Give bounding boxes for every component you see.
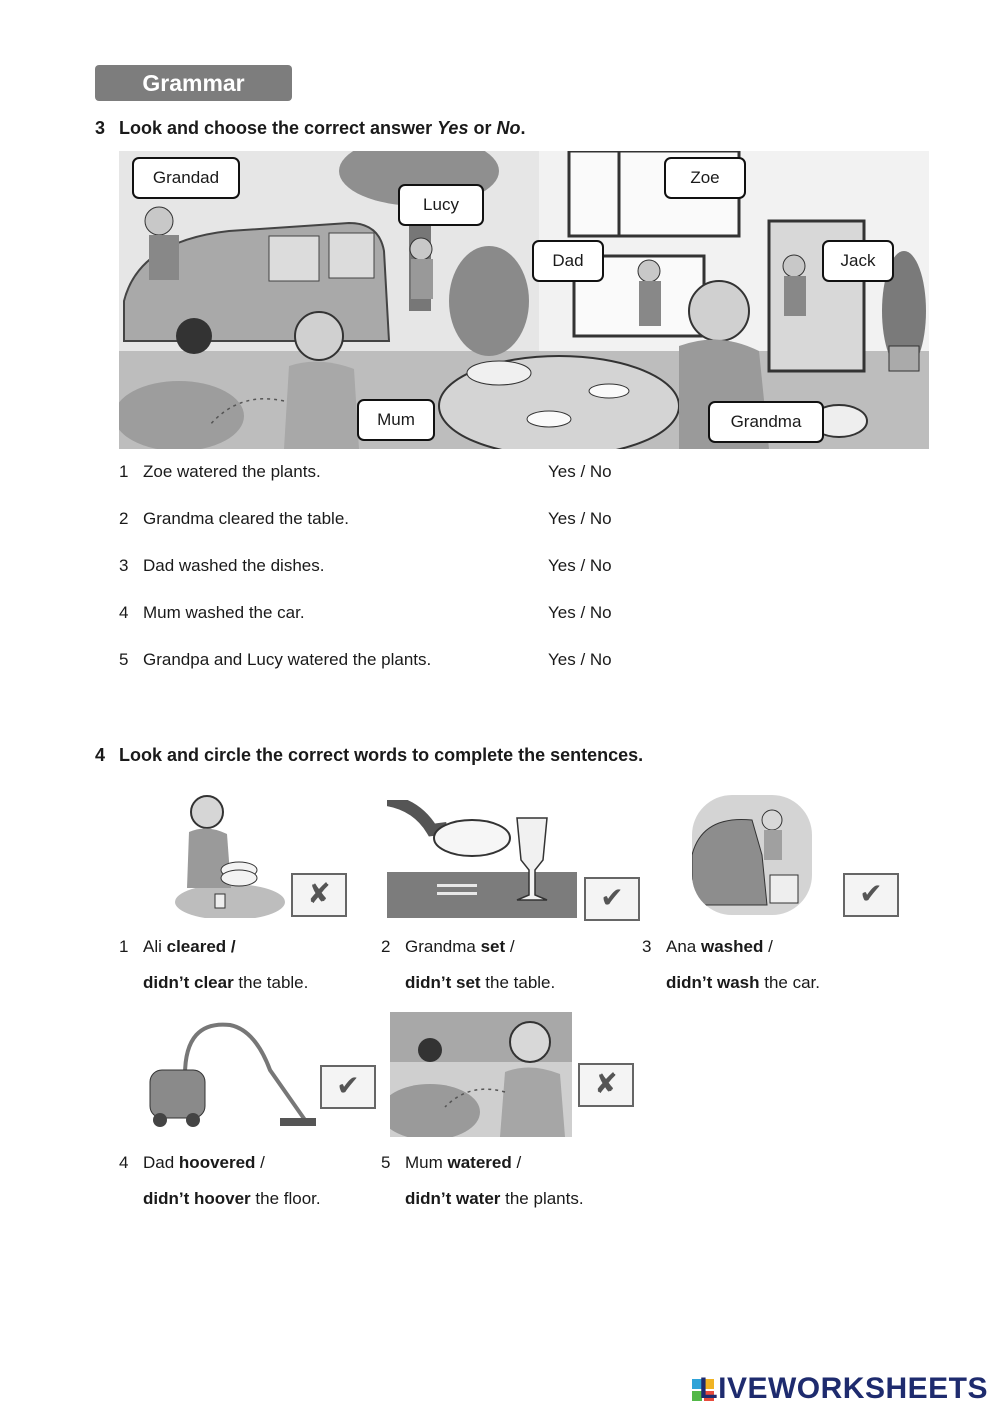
cross-icon: ✘ — [307, 878, 331, 909]
option-didnt-set[interactable]: didn’t set — [405, 973, 481, 992]
answer-choice-5[interactable]: Yes / No — [548, 650, 612, 669]
question-1: 1 Zoe watered the plants. — [119, 462, 321, 481]
label-grandma: Grandma — [708, 401, 824, 443]
option-cleared[interactable]: cleared / — [166, 937, 236, 956]
instruction-or: or — [468, 118, 497, 138]
mark-box-2 — [584, 877, 640, 921]
exercise-number: 4 — [95, 745, 106, 765]
label-zoe: Zoe — [664, 157, 746, 199]
exercise-3-heading — [95, 118, 525, 139]
option-didnt-clear[interactable]: didn’t clear — [143, 973, 234, 992]
family-scene-illustration — [119, 151, 929, 449]
exercise-4-heading — [95, 745, 643, 766]
answer-choice-3[interactable]: Yes / No — [548, 556, 612, 575]
check-icon: ✔ — [336, 1070, 360, 1101]
cross-icon: ✘ — [594, 1068, 618, 1099]
option-didnt-hoover[interactable]: didn’t hoover — [143, 1189, 251, 1208]
sentence-4-line-2: didn’t hoover the floor. — [143, 1189, 321, 1208]
picture-mum-watering — [390, 1012, 572, 1137]
sentence-3-line-1: 3 Ana washed / — [642, 937, 773, 956]
label-jack: Jack — [822, 240, 894, 282]
question-2: 2 Grandma cleared the table. — [119, 509, 350, 528]
instruction-yes: Yes — [437, 118, 469, 138]
liveworksheets-logo[interactable]: LIVEWORKSHEETS — [699, 1372, 988, 1405]
sentence-5-line-2: didn’t water the plants. — [405, 1189, 584, 1208]
mark-box-3 — [843, 873, 899, 917]
option-set[interactable]: set — [480, 937, 506, 956]
question-4: 4 Mum washed the car. — [119, 603, 305, 622]
option-didnt-wash[interactable]: didn’t wash — [666, 973, 760, 992]
question-5: 5 Grandpa and Lucy watered the plants. — [119, 650, 432, 669]
label-dad: Dad — [532, 240, 604, 282]
section-banner: Grammar — [95, 65, 292, 101]
sentence-5-line-1: 5 Mum watered / — [381, 1153, 522, 1172]
check-icon: ✔ — [600, 882, 624, 913]
option-didnt-water[interactable]: didn’t water — [405, 1189, 501, 1208]
instruction-text: Look and circle the correct words to complete the sentences. — [119, 745, 644, 765]
mark-box-5 — [578, 1063, 634, 1107]
sentence-4-line-1: 4 Dad hoovered / — [119, 1153, 265, 1172]
exercise-number: 3 — [95, 118, 106, 138]
sentence-2-line-2: didn’t set the table. — [405, 973, 556, 992]
picture-table-setting — [387, 800, 577, 918]
sentence-2-line-1: 2 Grandma set / — [381, 937, 515, 956]
picture-ana-washing — [692, 795, 812, 915]
option-washed[interactable]: washed — [700, 937, 764, 956]
question-3: 3 Dad washed the dishes. — [119, 556, 325, 575]
check-icon: ✔ — [859, 878, 883, 909]
picture-hoover — [145, 1020, 317, 1130]
label-lucy: Lucy — [398, 184, 484, 226]
instruction-no: No — [496, 118, 521, 138]
option-hoovered[interactable]: hoovered — [178, 1153, 256, 1172]
picture-ali-clearing — [175, 790, 285, 918]
label-mum: Mum — [357, 399, 435, 441]
mark-box-1 — [291, 873, 347, 917]
answer-choice-1[interactable]: Yes / No — [548, 462, 612, 481]
answer-choice-4[interactable]: Yes / No — [548, 603, 612, 622]
mark-box-4 — [320, 1065, 376, 1109]
label-grandad: Grandad — [132, 157, 240, 199]
option-watered[interactable]: watered — [447, 1153, 512, 1172]
instruction-period: . — [520, 118, 526, 138]
sentence-1-line-1: 1 Ali cleared / — [119, 937, 236, 956]
answer-choice-2[interactable]: Yes / No — [548, 509, 612, 528]
sentence-3-line-2: didn’t wash the car. — [666, 973, 820, 992]
instruction-text: Look and choose the correct answer — [119, 118, 438, 138]
sentence-1-line-2: didn’t clear the table. — [143, 973, 309, 992]
